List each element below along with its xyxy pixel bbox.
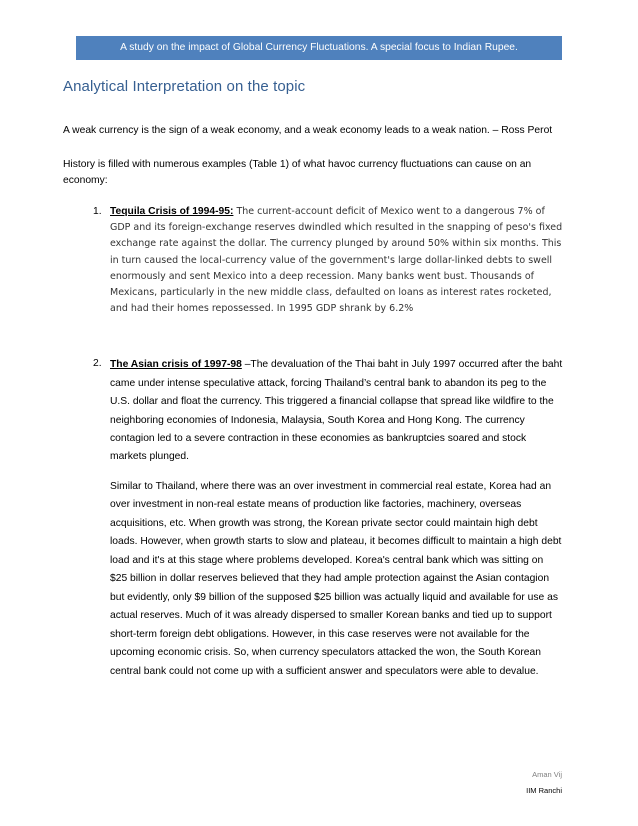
list-item-tequila-crisis — [93, 204, 563, 317]
list-item-text — [110, 356, 563, 466]
item-title: Tequila Crisis of 1994-95: — [110, 206, 234, 217]
list-number: 2. — [93, 358, 102, 370]
footer-institution: IIM Ranchi — [526, 786, 562, 795]
item-body: The current-account deficit of Mexico went to a dangerous 7% of GDP and its foreign-exchange reserves dwindled which resulted in the snapping of peso's fixed exchange rate against the dollar. The currency plunged by around 50% within six months. This in turn caused the local-currency value of the government's large dollar-linked debts to swell enormously and sent Mexico into a deep recession. Many banks went bust. Thousands of Mexicans, particularly in the new middle class, defaulted on loans as interest rates rocketed, and had their homes repossessed. In 1995 GDP shrank by 6.2% — [110, 206, 563, 315]
header-banner: A study on the impact of Global Currency Fluctuations. A special focus to Indian Rupee. — [76, 36, 562, 60]
item-body: –The devaluation of the Thai baht in July 1997 occurred after the baht came under intense speculative attack, forcing Thailand’s central bank to abandon its peg to the U.S. dollar and float the currency. This triggered a financial collapse that spread like wildfire to the neighboring economies of Indonesia, Malaysia, South Korea and Hong Kong. The currency contagion led to a severe contraction in these economies as bankruptcies soared and stock markets plunged. — [110, 359, 563, 463]
list-item-text — [110, 204, 563, 317]
item-subparagraph: Similar to Thailand, where there was an over investment in commercial real estate, Korea had an over investment in non-real estate means of production like factories, machinery, overseas acquisitions, etc. When growth was strong, the Korean private sector could maintain high debt loads. However, when growth starts to slow and plateau, it becomes difficult to maintain a high debt load and it's at this stage where problems developed. Korea's central bank which was sitting on $25 billion in dollar reserves believed that they had ample protection against the Asian contagion but evidently, only $9 billion of the supposed $25 billion was actually liquid and available for use as actual reserves. Much of it was already dispersed to smaller Korean banks and tied up to support short-term foreign debt obligations. However, in this case reserves were not available for the upcoming economic crisis. So, when currency speculators attacked the won, the South Korean central bank could not come up with a sufficient answer and speculators were able to devalue. — [110, 480, 562, 677]
list-number: 1. — [93, 206, 102, 217]
list-item-asian-crisis — [93, 356, 563, 681]
history-paragraph: History is filled with numerous examples (Table 1) of what havoc currency fluctuations can cause on an economy: — [63, 159, 532, 187]
footer-author: Aman Vij — [532, 770, 562, 779]
section-heading: Analytical Interpretation on the topic — [63, 78, 306, 95]
item-title: The Asian crisis of 1997-98 — [110, 359, 242, 371]
quote-paragraph: A weak currency is the sign of a weak economy, and a weak economy leads to a weak nation. – Ross Perot — [63, 125, 553, 136]
crisis-list — [93, 204, 563, 681]
